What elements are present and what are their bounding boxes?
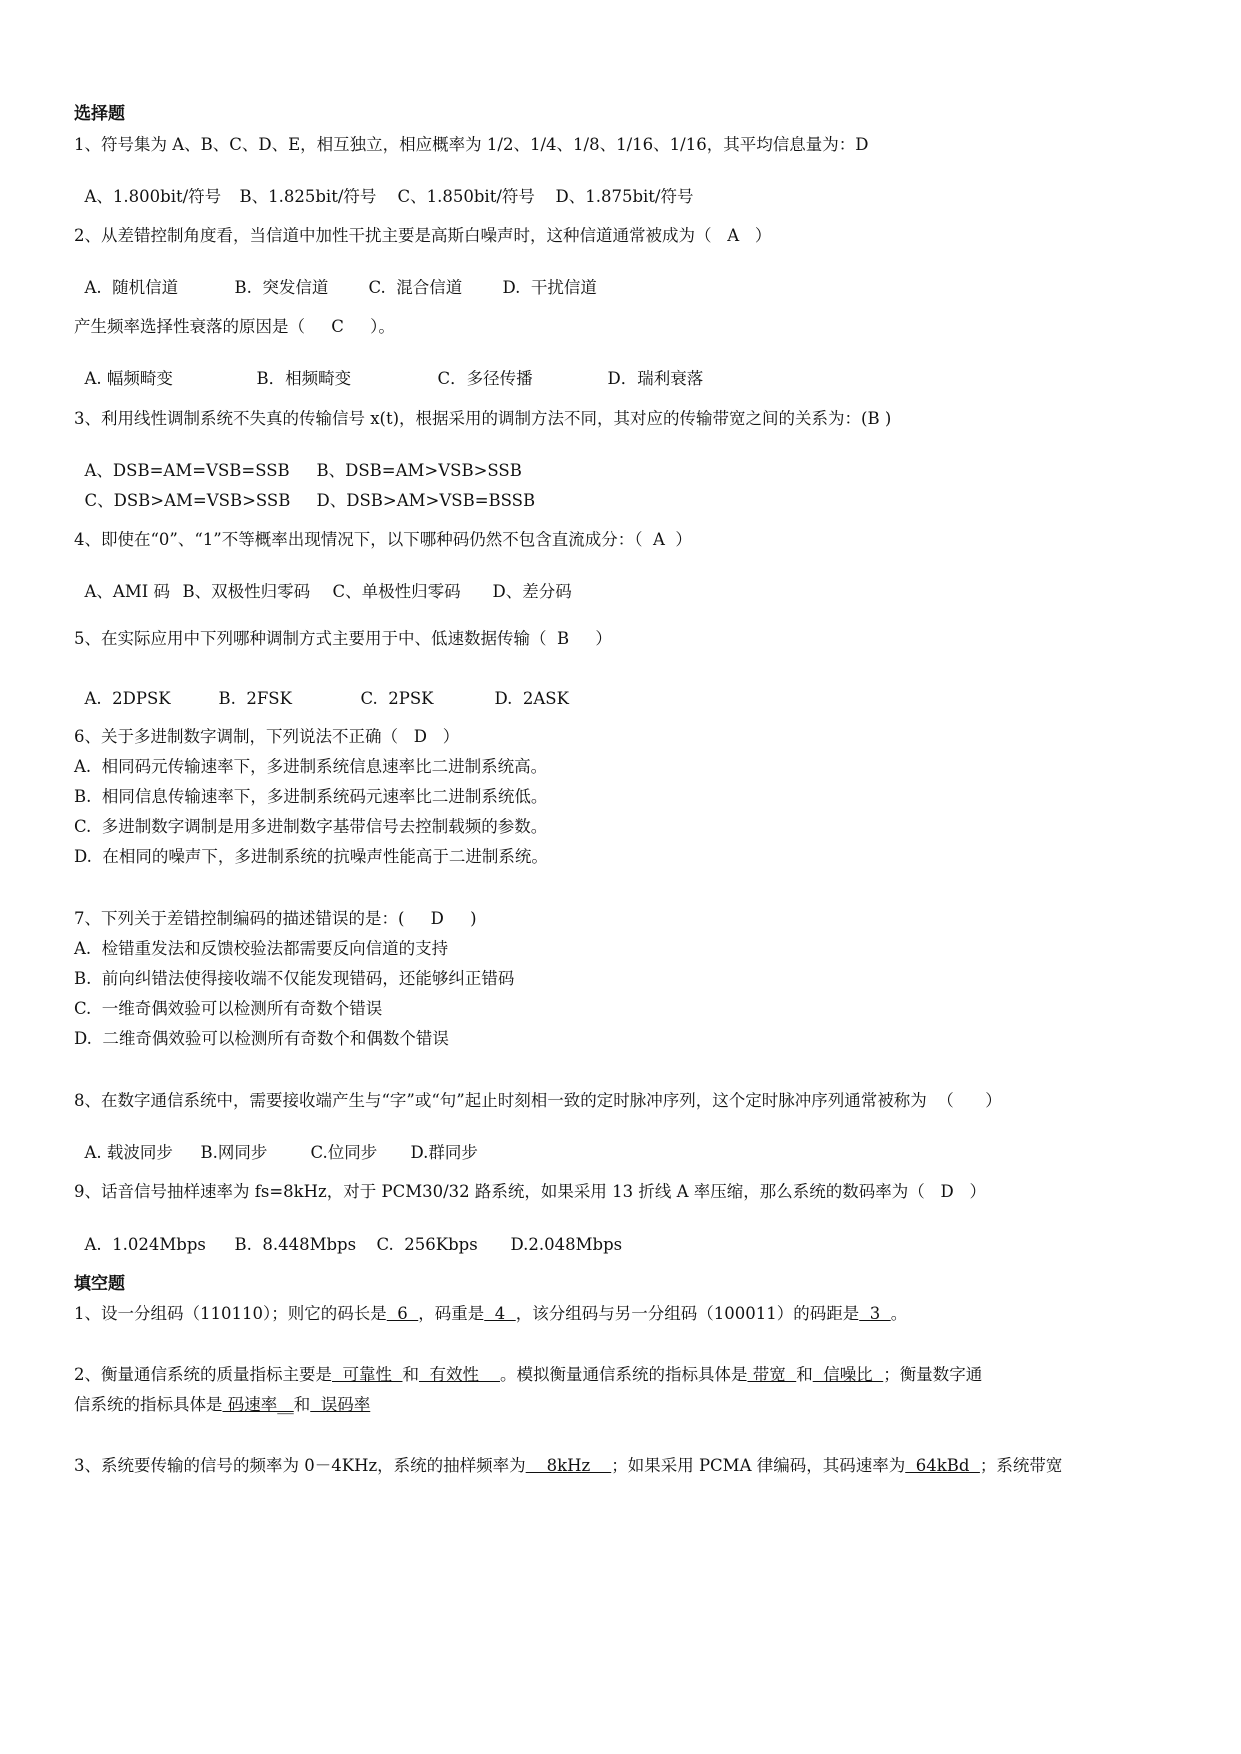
option-a: A. 随机信道 (84, 278, 179, 297)
question-7-stem: 7、下列关于差错控制编码的描述错误的是：( D ) (74, 909, 477, 928)
question-6-option-d: D. 在相同的噪声下，多进制系统的抗噪声性能高于二进制系统。 (74, 847, 548, 866)
question-2-stem: 2、从差错控制角度看，当信道中加性干扰主要是高斯白噪声时，这种信道通常被成为（ A ） (74, 226, 772, 245)
option-c: C、单极性归零码 (332, 582, 461, 601)
text: ，该分组码与另一分组码（100011）的码距是 (515, 1304, 860, 1323)
question-9-stem: 9、话音信号抽样速率为 fs=8kHz，对于 PCM30/32 路系统，如果采用 13 折线 A 率压缩，那么系统的数码率为（ D ） (74, 1182, 986, 1201)
answer-blank: 信噪比 (812, 1365, 884, 1384)
text: 信系统的指标具体是 (74, 1395, 223, 1414)
option-c: C、1.850bit/符号 (397, 187, 535, 206)
option-c: C. 2PSK (360, 689, 434, 708)
section-heading-fill: 填空题 (74, 1274, 125, 1294)
option-b: B、DSB=AM>VSB>SSB (316, 461, 522, 480)
option-d: D. 2ASK (494, 689, 569, 708)
text: ；如果采用 PCMA 律编码，其码速率为 (611, 1456, 906, 1475)
option-b: B．相频畸变 (256, 369, 352, 388)
option-b: B. 2FSK (218, 689, 292, 708)
fill-1 (74, 1303, 907, 1325)
question-2b-stem: 产生频率选择性衰落的原因是（ C ）。 (74, 317, 395, 336)
text: 2、衡量通信系统的质量指标主要是 (74, 1365, 332, 1384)
question-7-option-c: C. 一维奇偶效验可以检测所有奇数个错误 (74, 999, 383, 1018)
text: 。 (890, 1304, 908, 1323)
question-2b-options (74, 346, 703, 390)
text: 1、设一分组码（110110）；则它的码长是 (74, 1304, 387, 1323)
question-1-options (74, 164, 694, 208)
question-4-stem: 4、即使在“0”、“1”不等概率出现情况下，以下哪种码仍然不包含直流成分：（ A ） (74, 530, 692, 549)
option-d: D．瑞利衰落 (607, 369, 704, 388)
text: 。模拟衡量通信系统的指标具体是 (499, 1365, 748, 1384)
option-b: B、1.825bit/符号 (239, 187, 377, 206)
text: 和 (402, 1365, 419, 1384)
text: ；系统带宽 (979, 1456, 1063, 1475)
question-9-options (74, 1212, 622, 1256)
answer-blank: 可靠性 (332, 1365, 403, 1384)
option-c: C.位同步 (310, 1143, 378, 1162)
text: 3、系统要传输的信号的频率为 0－4KHz，系统的抽样频率为 (74, 1456, 526, 1475)
option-b: B.网同步 (200, 1143, 268, 1162)
fill-2-line2 (74, 1394, 370, 1416)
answer-blank: 码速率__ (222, 1395, 294, 1414)
section-heading-choice: 选择题 (74, 104, 125, 124)
option-a: A. 2DPSK (84, 689, 171, 708)
option-c: C. 256Kbps (376, 1235, 478, 1254)
option-a: A、DSB=AM=VSB=SSB (84, 461, 290, 480)
answer-blank: 8kHz (525, 1456, 612, 1475)
answer-blank: 6 (386, 1304, 419, 1323)
option-a: A、AMI 码 (84, 582, 170, 601)
option-d: D、差分码 (492, 582, 572, 601)
text: 和 (293, 1395, 311, 1414)
fill-3 (74, 1455, 1062, 1477)
option-b: B. 8.448Mbps (234, 1235, 357, 1254)
question-6-option-a: A. 相同码元传输速率下，多进制系统信息速率比二进制系统高。 (74, 757, 548, 776)
question-5-options (74, 666, 569, 710)
option-b: B、双极性归零码 (182, 582, 311, 601)
answer-blank: 有效性 (418, 1365, 500, 1384)
text: 和 (796, 1365, 813, 1384)
question-8-stem: 8、在数字通信系统中，需要接收端产生与“字”或“句”起止时刻相一致的定时脉冲序列，这个定时脉冲序列通常被称为 （ ） (74, 1091, 1002, 1110)
question-1-stem: 1、符号集为 A、B、C、D、E，相互独立，相应概率为 1/2、1/4、1/8、1/16、1/16，其平均信息量为：D (74, 135, 869, 154)
question-5-stem: 5、在实际应用中下列哪种调制方式主要用于中、低速数据传输（ B ） (74, 629, 612, 648)
option-a: A. 幅频畸变 (84, 369, 173, 388)
answer-blank: 64kBd (905, 1456, 980, 1475)
option-a: A、1.800bit/符号 (84, 187, 222, 206)
answer-blank: 误码率 (310, 1395, 371, 1414)
question-7-option-a: A. 检错重发法和反馈校验法都需要反向信道的支持 (74, 939, 449, 958)
option-d: D. 干扰信道 (502, 278, 597, 297)
option-c: C．多径传播 (437, 369, 533, 388)
option-c: C、DSB>AM=VSB>SSB (84, 491, 291, 510)
option-d: D、1.875bit/符号 (555, 187, 694, 206)
question-6-option-c: C. 多进制数字调制是用多进制数字基带信号去控制载频的参数。 (74, 817, 548, 836)
question-6-option-b: B. 相同信息传输速率下，多进制系统码元速率比二进制系统低。 (74, 787, 548, 806)
question-4-options (74, 559, 572, 603)
question-2-options (74, 255, 597, 299)
text: ，码重是 (418, 1304, 485, 1323)
answer-blank: 3 (859, 1304, 891, 1323)
question-3-stem: 3、利用线性调制系统不失真的传输信号 x(t)，根据采用的调制方法不同，其对应的传输带宽之间的关系为：(B ) (74, 409, 892, 428)
option-a: A. 载波同步 (84, 1143, 173, 1162)
option-c: C. 混合信道 (368, 278, 463, 297)
question-6-stem: 6、关于多进制数字调制，下列说法不正确（ D ） (74, 727, 460, 746)
option-d: D.群同步 (410, 1143, 478, 1162)
question-8-options (74, 1120, 478, 1164)
answer-blank: 带宽 (747, 1365, 797, 1384)
question-7-option-d: D. 二维奇偶效验可以检测所有奇数个和偶数个错误 (74, 1029, 449, 1048)
option-d: D、DSB>AM>VSB=BSSB (316, 491, 536, 510)
fill-2-line1 (74, 1364, 982, 1386)
text: ；衡量数字通 (883, 1365, 983, 1384)
question-3-options-row2 (74, 468, 535, 512)
option-b: B. 突发信道 (234, 278, 329, 297)
option-a: A. 1.024Mbps (84, 1235, 206, 1254)
option-d: D.2.048Mbps (510, 1235, 623, 1254)
answer-blank: 4 (484, 1304, 516, 1323)
question-7-option-b: B. 前向纠错法使得接收端不仅能发现错码，还能够纠正错码 (74, 969, 515, 988)
